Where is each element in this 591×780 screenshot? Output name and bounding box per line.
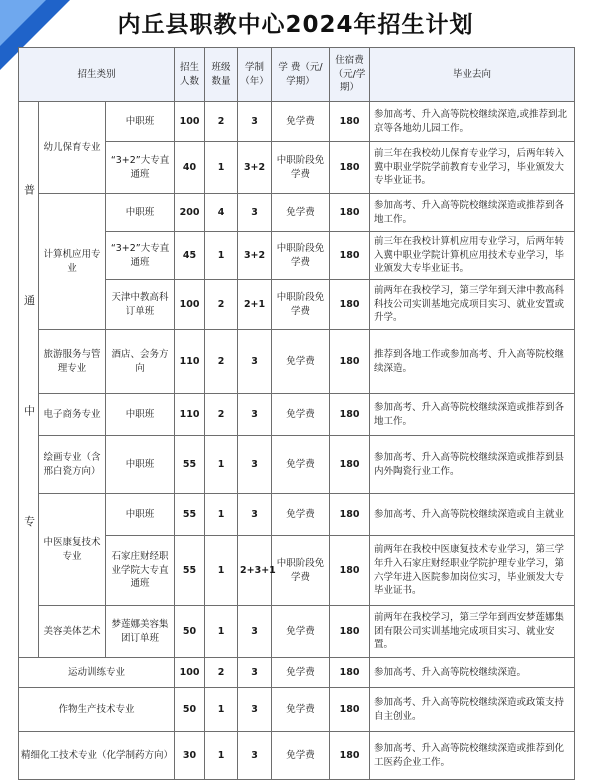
tuition-cell: 中职阶段免学费 xyxy=(272,536,330,606)
header-count: 招生人数 xyxy=(175,48,205,102)
header-category: 招生类别 xyxy=(19,48,175,102)
board-cell: 180 xyxy=(330,436,370,494)
tuition-cell: 免学费 xyxy=(272,732,330,780)
classes-cell: 1 xyxy=(205,536,238,606)
board-cell: 180 xyxy=(330,658,370,688)
classes-cell: 2 xyxy=(205,280,238,330)
header-row xyxy=(19,48,575,102)
tuition-cell: 免学费 xyxy=(272,606,330,658)
classes-cell: 1 xyxy=(205,494,238,536)
count-cell: 200 xyxy=(175,194,205,232)
destination-cell: 参加高考、升入高等院校继续深造或推荐到各地工作。 xyxy=(370,194,575,232)
board-cell: 180 xyxy=(330,232,370,280)
years-cell: 3 xyxy=(238,194,272,232)
count-cell: 50 xyxy=(175,606,205,658)
major-cell: 旅游服务与管理专业 xyxy=(39,330,106,394)
years-cell: 3 xyxy=(238,606,272,658)
count-cell: 50 xyxy=(175,688,205,732)
tuition-cell: 免学费 xyxy=(272,688,330,732)
classes-cell: 1 xyxy=(205,606,238,658)
count-cell: 110 xyxy=(175,394,205,436)
years-cell: 3 xyxy=(238,494,272,536)
class-type-cell: 中职班 xyxy=(106,194,175,232)
classes-cell: 2 xyxy=(205,658,238,688)
table-row xyxy=(19,394,575,436)
major-cell: 中医康复技术专业 xyxy=(39,494,106,606)
destination-cell: 参加高考、升入高等院校继续深造或自主就业 xyxy=(370,494,575,536)
class-type-cell: 中职班 xyxy=(106,436,175,494)
tuition-cell: 免学费 xyxy=(272,436,330,494)
board-cell: 180 xyxy=(330,102,370,142)
tuition-cell: 免学费 xyxy=(272,658,330,688)
classes-cell: 1 xyxy=(205,232,238,280)
classes-cell: 1 xyxy=(205,732,238,780)
board-cell: 180 xyxy=(330,280,370,330)
tuition-cell: 免学费 xyxy=(272,194,330,232)
years-cell: 3 xyxy=(238,688,272,732)
years-cell: 3 xyxy=(238,436,272,494)
class-type-cell: “3+2”大专直通班 xyxy=(106,232,175,280)
tuition-cell: 免学费 xyxy=(272,394,330,436)
header-classes: 班级数量 xyxy=(205,48,238,102)
header-years: 学制（年） xyxy=(238,48,272,102)
destination-cell: 参加高考、升入高等院校继续深造,或推荐到北京等各地幼儿园工作。 xyxy=(370,102,575,142)
major-cell: 幼儿保育专业 xyxy=(39,102,106,194)
years-cell: 2+3+1 xyxy=(238,536,272,606)
table-row xyxy=(19,732,575,780)
count-cell: 100 xyxy=(175,280,205,330)
major-full-cell: 精细化工技术专业（化学制药方向） xyxy=(19,732,175,780)
major-cell: 美容美体艺术 xyxy=(39,606,106,658)
count-cell: 100 xyxy=(175,658,205,688)
board-cell: 180 xyxy=(330,688,370,732)
major-full-cell: 运动训练专业 xyxy=(19,658,175,688)
class-type-cell: 天津中教高科订单班 xyxy=(106,280,175,330)
board-cell: 180 xyxy=(330,194,370,232)
board-cell: 180 xyxy=(330,536,370,606)
table-row xyxy=(19,330,575,394)
side-category-label: 普 通 中 专 xyxy=(19,102,39,658)
class-type-cell: 中职班 xyxy=(106,102,175,142)
destination-cell: 参加高考、升入高等院校继续深造或推荐到县内外陶瓷行业工作。 xyxy=(370,436,575,494)
table-row xyxy=(19,102,575,142)
destination-cell: 参加高考、升入高等院校继续深造或政策支持自主创业。 xyxy=(370,688,575,732)
board-cell: 180 xyxy=(330,142,370,194)
years-cell: 2+1 xyxy=(238,280,272,330)
tuition-cell: 免学费 xyxy=(272,494,330,536)
header-dest: 毕业去向 xyxy=(370,48,575,102)
major-cell: 计算机应用专业 xyxy=(39,194,106,330)
table-row xyxy=(19,688,575,732)
table-row xyxy=(19,494,575,536)
classes-cell: 4 xyxy=(205,194,238,232)
years-cell: 3 xyxy=(238,732,272,780)
enrollment-table xyxy=(18,47,575,780)
destination-cell: 推荐到各地工作或参加高考、升入高等院校继续深造。 xyxy=(370,330,575,394)
years-cell: 3 xyxy=(238,658,272,688)
destination-cell: 前两年在我校学习，第三学年到西安梦莲娜集团有限公司实训基地完成项目实习、就业安置。 xyxy=(370,606,575,658)
class-type-cell: 梦莲娜美容集团订单班 xyxy=(106,606,175,658)
count-cell: 45 xyxy=(175,232,205,280)
tuition-cell: 免学费 xyxy=(272,102,330,142)
table-row xyxy=(19,658,575,688)
header-board: 住宿费（元/学期） xyxy=(330,48,370,102)
table-row xyxy=(19,436,575,494)
classes-cell: 1 xyxy=(205,142,238,194)
destination-cell: 前三年在我校计算机应用专业学习，后两年转入冀中职业学院计算机应用技术专业学习，毕业颁发大专毕业证书。 xyxy=(370,232,575,280)
classes-cell: 1 xyxy=(205,436,238,494)
years-cell: 3 xyxy=(238,102,272,142)
class-type-cell: 中职班 xyxy=(106,394,175,436)
destination-cell: 参加高考、升入高等院校继续深造或推荐到化工医药企业工作。 xyxy=(370,732,575,780)
destination-cell: 前三年在我校幼儿保育专业学习，后两年转入冀中职业学院学前教育专业学习，毕业颁发大专毕业证书。 xyxy=(370,142,575,194)
destination-cell: 前两年在我校中医康复技术专业学习，第三学年升入石家庄财经职业学院护理专业学习，第六学年进入医院参加岗位实习，毕业颁发大专毕业证书。 xyxy=(370,536,575,606)
table-row xyxy=(19,194,575,232)
board-cell: 180 xyxy=(330,494,370,536)
class-type-cell: 石家庄财经职业学院大专直通班 xyxy=(106,536,175,606)
destination-cell: 参加高考、升入高等院校继续深造。 xyxy=(370,658,575,688)
count-cell: 30 xyxy=(175,732,205,780)
header-tuition: 学 费（元/学期） xyxy=(272,48,330,102)
class-type-cell: “3+2”大专直通班 xyxy=(106,142,175,194)
classes-cell: 1 xyxy=(205,688,238,732)
count-cell: 100 xyxy=(175,102,205,142)
page-title: 内丘县职教中心2024年招生计划 xyxy=(117,12,474,38)
board-cell: 180 xyxy=(330,732,370,780)
destination-cell: 参加高考、升入高等院校继续深造或推荐到各地工作。 xyxy=(370,394,575,436)
years-cell: 3 xyxy=(238,330,272,394)
years-cell: 3+2 xyxy=(238,142,272,194)
count-cell: 110 xyxy=(175,330,205,394)
count-cell: 55 xyxy=(175,436,205,494)
classes-cell: 2 xyxy=(205,330,238,394)
classes-cell: 2 xyxy=(205,394,238,436)
class-type-cell: 酒店、会务方向 xyxy=(106,330,175,394)
table-row xyxy=(19,606,575,658)
tuition-cell: 中职阶段免学费 xyxy=(272,232,330,280)
count-cell: 55 xyxy=(175,494,205,536)
class-type-cell: 中职班 xyxy=(106,494,175,536)
tuition-cell: 中职阶段免学费 xyxy=(272,142,330,194)
years-cell: 3+2 xyxy=(238,232,272,280)
board-cell: 180 xyxy=(330,394,370,436)
board-cell: 180 xyxy=(330,606,370,658)
count-cell: 40 xyxy=(175,142,205,194)
major-cell: 电子商务专业 xyxy=(39,394,106,436)
years-cell: 3 xyxy=(238,394,272,436)
major-cell: 绘画专业（含邢白瓷方向） xyxy=(39,436,106,494)
major-full-cell: 作物生产技术专业 xyxy=(19,688,175,732)
count-cell: 55 xyxy=(175,536,205,606)
tuition-cell: 中职阶段免学费 xyxy=(272,280,330,330)
board-cell: 180 xyxy=(330,330,370,394)
classes-cell: 2 xyxy=(205,102,238,142)
destination-cell: 前两年在我校学习，第三学年到天津中教高科科技公司实训基地完成项目实习、就业安置或升学。 xyxy=(370,280,575,330)
tuition-cell: 免学费 xyxy=(272,330,330,394)
